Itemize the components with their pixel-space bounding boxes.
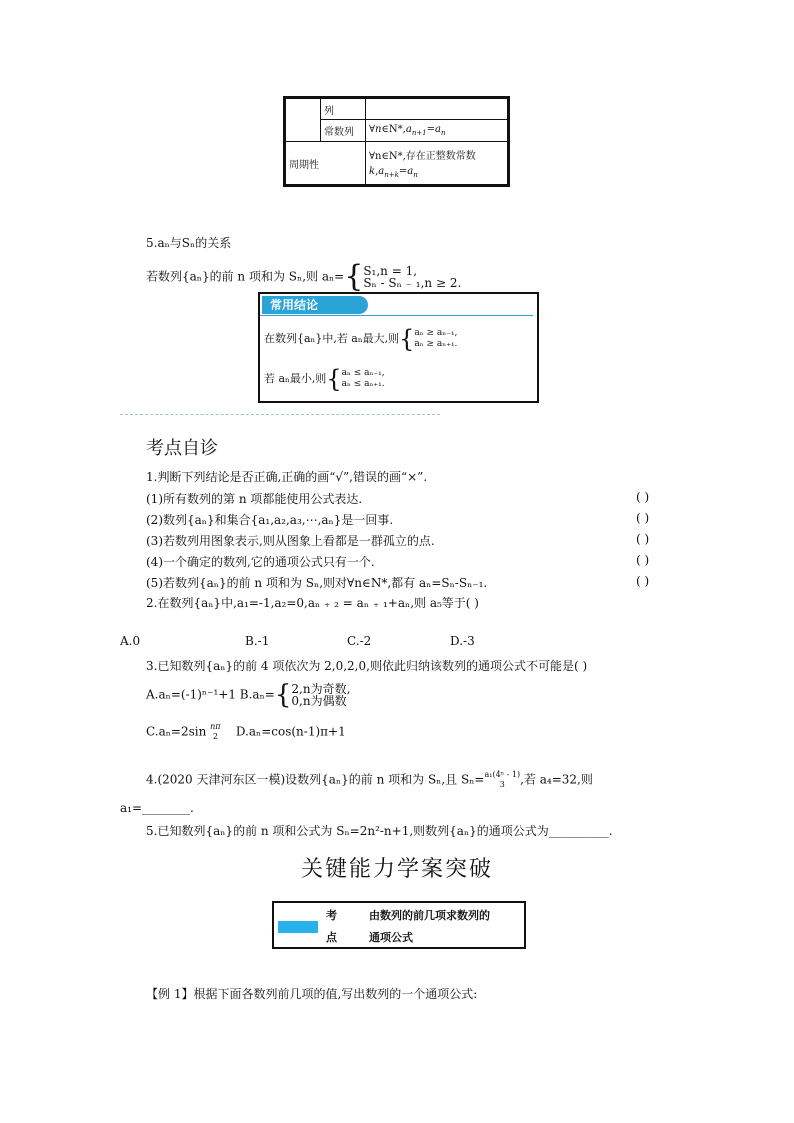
conclusion-line-2: 若 aₙ最小,则{aₙ ≤ aₙ₋₁, aₙ ≤ aₙ₊₁. xyxy=(264,365,385,393)
table-cell: 周期性 xyxy=(285,142,366,186)
question-5: 5.已知数列{aₙ}的前 n 项和公式为 Sₙ=2n²-n+1,则数列{aₙ}的通项公式为__________. xyxy=(146,824,613,838)
answer-paren: ( ) xyxy=(636,574,650,588)
option-c: C.-2 xyxy=(347,634,372,648)
question-4: 4.(2020 天津河东区一模)设数列{aₙ}的前 n 项和为 Sₙ,且 Sₙ=a₁(4ⁿ - 1) 3 ,若 a₄=32,则 xyxy=(146,770,593,789)
list-item: (3)若数列用图象表示,则从图象上看都是一群孤立的点. xyxy=(146,534,435,548)
option-a: A.0 xyxy=(120,634,141,648)
question-2: 2.在数列{aₙ}中,a₁=-1,a₂=0,aₙ ₊ ₂ = aₙ ₊ ₁+aₙ,则 a₅等于( ) xyxy=(146,596,479,610)
option-d: D.-3 xyxy=(450,634,475,648)
answer-paren: ( ) xyxy=(636,511,650,525)
option-a: A.aₙ=(-1)ⁿ⁻¹+1 B.aₙ={2,n为奇数, 0,n为偶数 xyxy=(146,680,351,710)
list-item: (1)所有数列的第 n 项都能使用公式表达. xyxy=(146,492,363,506)
section-title: 考点自诊 xyxy=(146,438,218,459)
section-heading: 5.aₙ与Sₙ的关系 xyxy=(146,236,232,250)
table-cell: 常数列 xyxy=(321,120,366,142)
knowledge-point-box: 考 点 由数列的前几项求数列的 通项公式 xyxy=(272,901,526,949)
example-1: 【例 1】根据下面各数列前几项的值,写出数列的一个通项公式: xyxy=(146,987,478,1001)
divider xyxy=(120,414,440,415)
common-conclusion-box xyxy=(258,292,539,403)
property-table xyxy=(283,96,510,187)
answer-paren: ( ) xyxy=(636,553,650,567)
answer-paren: ( ) xyxy=(636,532,650,546)
list-item: (2)数列{aₙ}和集合{a₁,a₂,a₃,⋯,aₙ}是一回事. xyxy=(146,513,394,527)
conclusion-header: 常用结论 xyxy=(262,296,368,314)
answer-paren: ( ) xyxy=(636,490,650,504)
section-text: 若数列{aₙ}的前 n 项和为 Sₙ,则 aₙ={S₁,n = 1, Sₙ - Sₙ ₋ ₁,n ≥ 2. xyxy=(146,259,462,294)
list-item: (5)若数列{aₙ}的前 n 项和为 Sₙ,则对∀n∈N*,都有 aₙ=Sₙ-Sₙ₋₁. xyxy=(146,576,488,590)
table-cell: $\forall n\in N*,a_{n+1}=a_n$ xyxy=(366,120,509,142)
blue-tag xyxy=(278,921,318,933)
conclusion-line-1: 在数列{aₙ}中,若 aₙ最大,则{aₙ ≥ aₙ₋₁, aₙ ≥ aₙ₊₁. xyxy=(264,325,458,353)
table-cell: ∀n∈N*,存在正整数常数 $k,a_{n+k}=a_n$ xyxy=(366,142,509,186)
list-item: (4)一个确定的数列,它的通项公式只有一个. xyxy=(146,555,375,569)
question-3: 3.已知数列{aₙ}的前 4 项依次为 2,0,2,0,则依此归纳该数列的通项公式不可能是( ) xyxy=(146,659,588,673)
option-b: B.-1 xyxy=(245,634,270,648)
section-title-key: 关键能力学案突破 xyxy=(300,857,493,882)
option-c: C.aₙ=2sin nπ 2 D.aₙ=cos(n-1)π+1 xyxy=(146,722,346,741)
table-cell: 列 xyxy=(321,98,366,120)
question-4-answer: a₁=________. xyxy=(120,801,194,815)
question-1: 1.判断下列结论是否正确,正确的画“√”,错误的画“×”. xyxy=(146,470,428,484)
